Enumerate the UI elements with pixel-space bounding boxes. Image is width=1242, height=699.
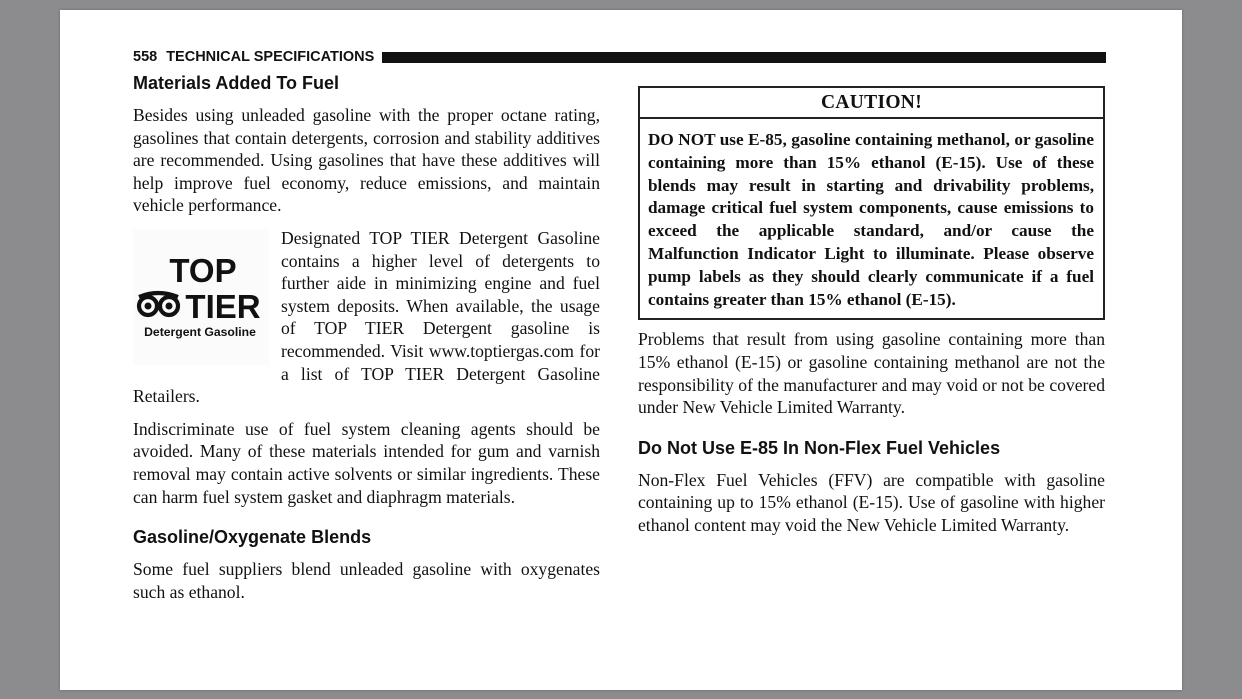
heading-do-not-use-e85: Do Not Use E-85 In Non-Flex Fuel Vehicles [638,437,1001,458]
logo-text-top: TOP [169,251,237,289]
top-tier-logo [133,229,269,365]
page-number: 558 [133,49,158,65]
heading-gasoline-oxygenate-blends: Gasoline/Oxygenate Blends [133,527,372,548]
paragraph-oxygenates: Some fuel suppliers blend unleaded gasoline with oxygenates such as ethanol. [133,559,600,602]
caution-box [638,86,1105,320]
paragraph-cleaning-agents: Indiscriminate use of fuel system cleaning agents should be avoided. Many of these materials intended for gum and varnish removal may contain active solvents or similar ingredients. These can harm fuel system gasket and diaphragm materials. [133,418,600,507]
paragraph-non-flex-fuel: Non-Flex Fuel Vehicles (FFV) are compatible with gasoline containing up to 15% ethanol (E-15). Use of gasoline with higher ethanol content may void the New Vehicle Limited Warranty. [638,469,1105,535]
heading-materials-added-to-fuel: Materials Added To Fuel [133,73,340,93]
paragraph-additives: Besides using unleaded gasoline with the proper octane rating, gasolines that contain detergents, corrosion and stability additives are recommended. Using gasolines that have these additives will help improve fuel economy, reduce emissions, and maintain vehicle performance. [133,105,600,216]
left-column [133,72,600,613]
manual-page [60,10,1182,690]
logo-text-tier: TIER [185,287,261,325]
header-rule [382,52,1106,63]
caution-title: CAUTION! [640,88,1103,119]
logo-text-detergent-gasoline: Detergent Gasoline [144,324,256,339]
caution-text: DO NOT use E-85, gasoline containing methanol, or gasoline containing more than 15% ethanol (E-15). Use of these blends may result in starting and drivability problems, damage critical fuel system components, cause emissions to exceed the applicable standard, and/or cause the Malfunction Indicator Light to illuminate. Please observe pump labels as they should clearly communicate if a fuel contains greater than 15% ethanol (E-15). [648,130,1094,309]
running-header [133,48,1106,66]
right-column [638,72,1105,547]
paragraph-top-tier: Designated TOP TIER Detergent Gasoline contains a higher level of detergents to further aide in minimizing engine and fuel system deposits. When available, the usage of TOP TIER Detergent gasoline is recommended. Visit www.toptiergas.com for a list of TOP TIER Detergent Gasoline Retailers. [133,227,600,407]
top-tier-logo-graphic [133,229,269,365]
paragraph-e15-problems: Problems that result from using gasoline containing more than 15% ethanol (E-15) or gasoline containing methanol are not the responsibility of the manufacturer and may void or not be covered under New Vehicle Limited Warranty. [638,329,1105,418]
top-tier-swirl-icon [139,293,178,315]
section-title: TECHNICAL SPECIFICATIONS [166,49,375,65]
